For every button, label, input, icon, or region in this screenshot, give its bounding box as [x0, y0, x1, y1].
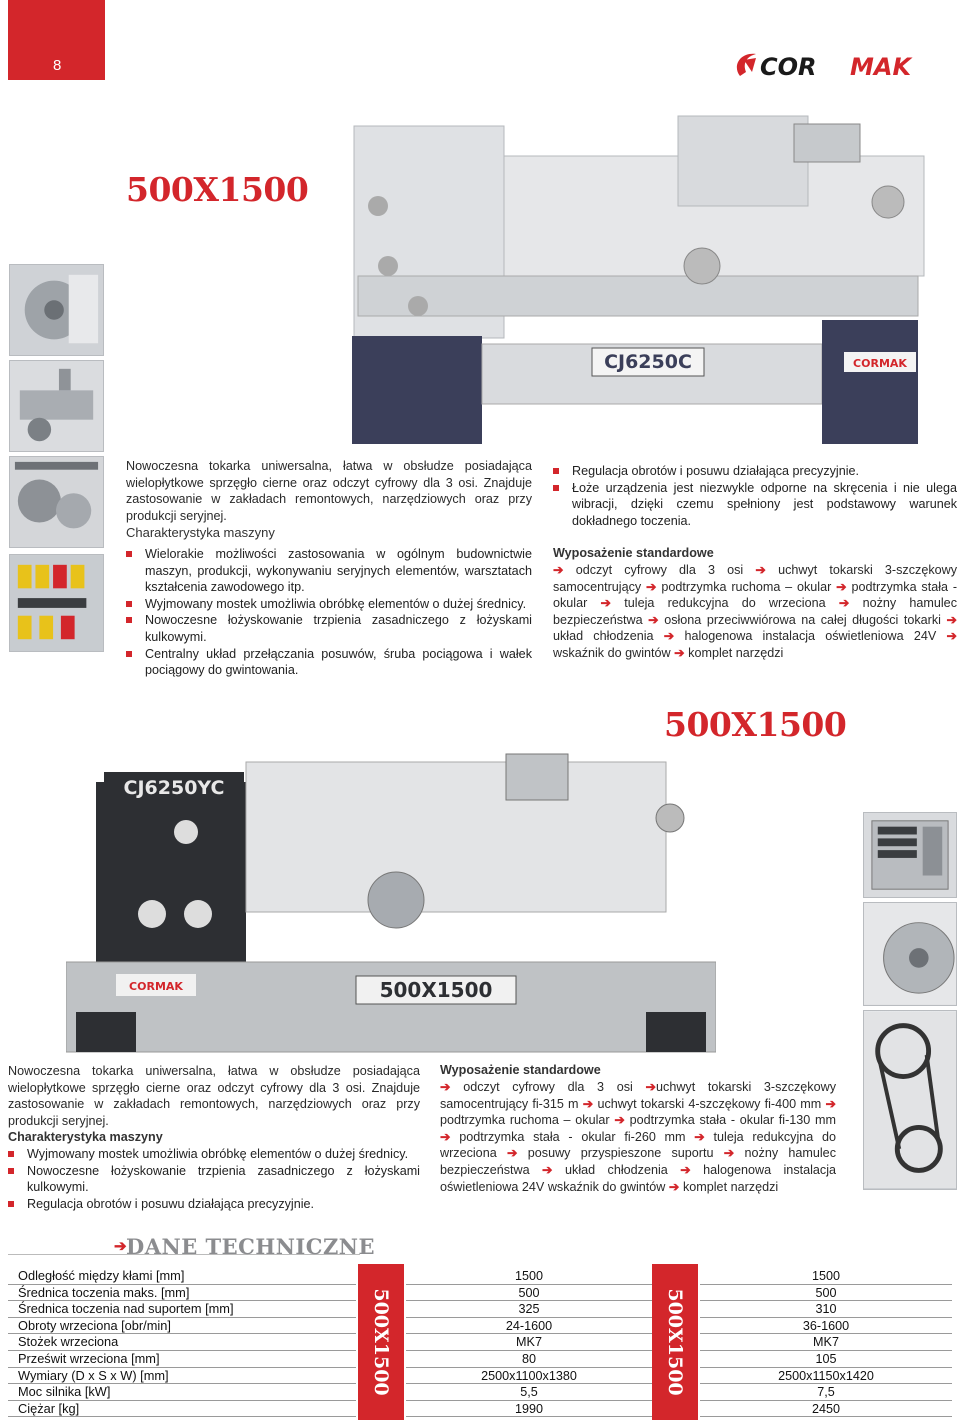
spec-label: Prześwit wrzeciona [mm]: [8, 1351, 356, 1368]
section1-title: 500X1500: [126, 170, 309, 209]
list-item: Łoże urządzenia jest niezwykle odporne na skręcenia i nie ulega wibracji, dzięki czemu spełniony jest podstawowy warunek dokładnego toczenia.: [553, 480, 957, 530]
lathe-cj6250c-photo: [318, 96, 954, 448]
section1-equipment-list: ➔ odczyt cyfrowy dla 3 osi ➔ uchwyt tokarski 3-szczękowy samocentrujący ➔ podtrzymka ruchoma – okular ➔ podtrzymka stała - okular ➔ tuleja redukcyjna do wrzeciona ➔ nożny hamulec bezpieczeństwa ➔ osłona przeciwwiórowa na całej długości tokarki ➔ układ chłodzenia ➔ halogenowa instalacja oświetleniowa 24V ➔ wskaźnik do gwintów ➔ komplet narzędzi: [553, 563, 958, 660]
spec-label: Moc silnika [kW]: [8, 1384, 356, 1401]
list-item: Centralny układ przełączania posuwów, śruba pociągowa i wałek pociągowy do gwintowania.: [126, 646, 532, 679]
machine-brand-label-2: CORMAK: [129, 980, 183, 993]
spec-value: MK7: [406, 1334, 652, 1351]
list-item: Nowoczesne łożyskowanie trzpienia zasadniczego z łożyskami kulkowymi.: [126, 612, 532, 645]
section1-equipment-title: Wyposażenie standardowe: [553, 546, 714, 560]
section1-features-list: [126, 546, 532, 679]
spec-label: Obroty wrzeciona [obr/min]: [8, 1318, 356, 1335]
spec-label: Odległość między kłami [mm]: [8, 1268, 356, 1285]
spec-value: 1990: [406, 1401, 652, 1418]
electrical-cabinet-photo: [9, 554, 104, 652]
chuck-4jaw-photo: [863, 902, 957, 1006]
section2-title: 500X1500: [664, 705, 847, 744]
spec-value: 2450: [700, 1401, 952, 1418]
spec-value: 7,5: [700, 1384, 952, 1401]
spec-value: MK7: [700, 1334, 952, 1351]
spec-value: 500: [406, 1285, 652, 1302]
list-item: Regulacja obrotów i posuwu działająca precyzyjnie.: [8, 1196, 420, 1213]
logo-text-mak: MAK: [850, 53, 912, 80]
spec-value: 500: [700, 1285, 952, 1302]
spec-value: 1500: [406, 1268, 652, 1285]
model1-name: 500X1500: [370, 1288, 392, 1396]
model1-values: [406, 1268, 652, 1417]
machine-label-cj6250yc: CJ6250YC: [123, 777, 225, 799]
machine-plate-label: 500X1500: [379, 978, 493, 1002]
list-item: Nowoczesne łożyskowanie trzpienia zasadniczego z łożyskami kulkowymi.: [8, 1163, 420, 1196]
section1-features-list-continued: [553, 463, 957, 529]
chuck-detail-photo: [9, 264, 104, 356]
section2-equipment-title: Wyposażenie standardowe: [440, 1063, 601, 1077]
section2-equipment-list: ➔ odczyt cyfrowy dla 3 osi ➔uchwyt tokarski 3-szczękowy samocentrujący fi-315 m ➔ uchwyt tokarski 4-szczękowy fi-400 mm ➔ podtrzymka ruchoma – okular ➔ podtrzymka stała - okular fi-130 mm ➔ podtrzymka stała - okular fi-260 mm ➔ tuleja redukcyjna do wrzeciona ➔ posuwy przyspieszone suportu ➔ nożny hamulec bezpieczeństwa ➔ układ chłodzenia ➔ halogenowa instalacja oświetleniowa 24V wskaźnik do gwintów ➔ komplet narzędzi: [440, 1080, 837, 1194]
spec-value: 2500x1150x1420: [700, 1368, 952, 1385]
spec-value: 5,5: [406, 1384, 652, 1401]
spec-value: 325: [406, 1301, 652, 1318]
spec-label: Średnica toczenia nad suportem [mm]: [8, 1301, 356, 1318]
model2-band: [652, 1264, 698, 1420]
model2-values: [700, 1268, 952, 1417]
spec-value: 36-1600: [700, 1318, 952, 1335]
spec-value: 310: [700, 1301, 952, 1318]
carriage-detail-photo: [9, 360, 104, 452]
list-item: Wyjmowany mostek umożliwia obróbkę elementów o dużej średnicy.: [8, 1146, 420, 1163]
list-item: Wielorakie możliwości zastosowania w ogólnym budownictwie maszyn, produkcji, wykonywaniu seryjnych elementów, warsztatach kształcenia zawodowego itp.: [126, 546, 532, 596]
logo-text-cor: COR: [760, 53, 817, 80]
cormak-logo: [734, 50, 946, 80]
section2-features-list: [8, 1146, 420, 1212]
section1-features-title: Charakterystyka maszyny: [126, 525, 275, 540]
spec-value: 2500x1100x1380: [406, 1368, 652, 1385]
section2-features-title: Charakterystyka maszyny: [8, 1130, 163, 1144]
model1-band: [358, 1264, 404, 1420]
spec-value: 80: [406, 1351, 652, 1368]
digital-readout-photo: [863, 812, 957, 898]
arrow-icon: ➔: [114, 1238, 127, 1255]
spec-labels: [8, 1268, 356, 1417]
spec-value: 1500: [700, 1268, 952, 1285]
model2-name: 500X1500: [664, 1288, 686, 1396]
spec-label: Ciężar [kg]: [8, 1401, 356, 1418]
machine-brand-label: CORMAK: [853, 357, 907, 370]
page-number: 8: [53, 57, 62, 74]
spec-label: Stożek wrzeciona: [8, 1334, 356, 1351]
spec-label: Średnica toczenia maks. [mm]: [8, 1285, 356, 1302]
gearbox-detail-photo: [9, 456, 104, 548]
spec-value: 105: [700, 1351, 952, 1368]
list-item: Wyjmowany mostek umożliwia obróbkę elementów o dużej średnicy.: [126, 596, 532, 613]
lathe-cj6250yc-photo: [66, 722, 716, 1056]
tech-title: DANE TECHNICZNE: [126, 1234, 375, 1259]
page-number-tab: [8, 0, 105, 80]
list-item: Regulacja obrotów i posuwu działająca precyzyjnie.: [553, 463, 957, 480]
section2-intro: Nowoczesna tokarka uniwersalna, łatwa w obsłudze posiadająca wielopłytkowe sprzęgło cierne oraz odczyt cyfrowy dla 3 osi. Znajduje zastosowanie w zakładach remontowych, narzędziowych oraz przy produkcji seryjnej.: [8, 1064, 420, 1128]
spec-label: Wymiary (D x S x W) [mm]: [8, 1368, 356, 1385]
belt-drive-photo: [863, 1010, 957, 1190]
spec-value: 24-1600: [406, 1318, 652, 1335]
machine-label-cj6250c: CJ6250C: [604, 351, 692, 373]
section1-intro: Nowoczesna tokarka uniwersalna, łatwa w obsłudze posiadająca wielopłytkowe sprzęgło cierne oraz odczyt cyfrowy dla 3 osi. Znajduje zastosowanie w zakładach remontowych, narzędziowych oraz przy produkcji seryjnej.: [126, 459, 532, 523]
